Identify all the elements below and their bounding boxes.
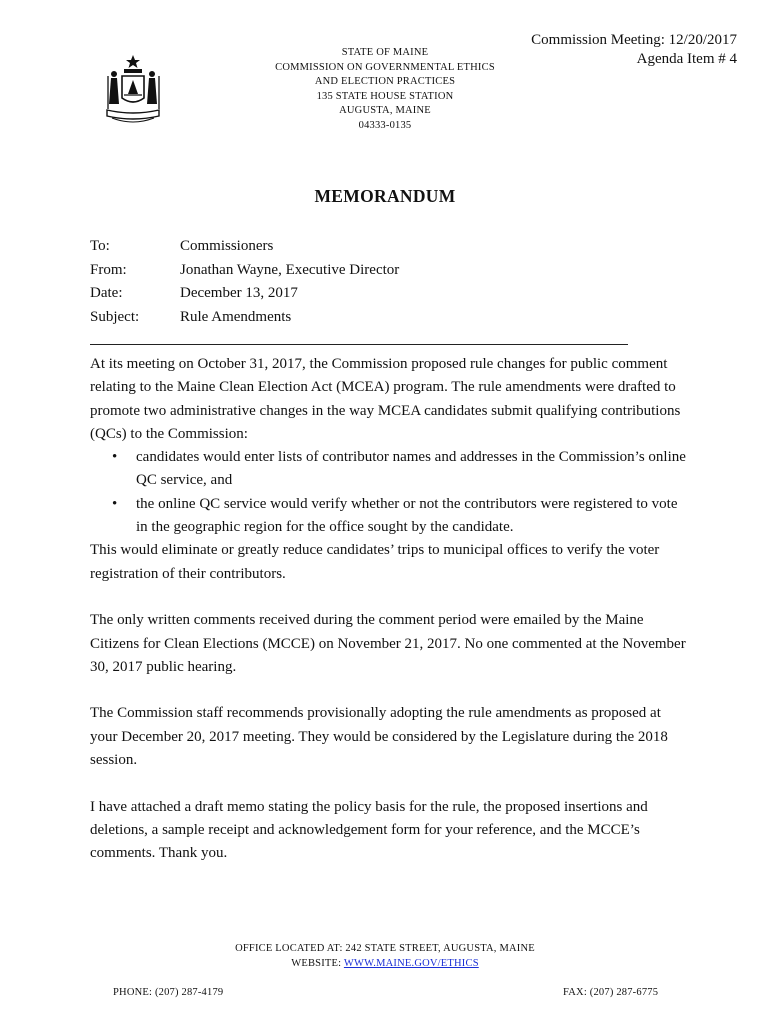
- memo-body: [90, 353, 690, 866]
- website-line: [0, 956, 770, 971]
- website-label: WEBSITE:: [291, 958, 342, 969]
- field-value: December 13, 2017: [180, 285, 298, 301]
- letterhead-address: 135 STATE HOUSE STATION: [316, 90, 454, 102]
- field-to: [90, 238, 399, 262]
- field-label: From:: [90, 261, 127, 278]
- list-item: [90, 493, 690, 540]
- letterhead: [250, 46, 520, 134]
- field-value: Commissioners: [180, 238, 274, 254]
- bullet-icon: •: [112, 495, 118, 512]
- list-item-text: candidates would enter lists of contributor names and addresses in the Commission’s online QC service, and: [136, 449, 686, 489]
- letterhead-zip: 04333-0135: [358, 119, 412, 131]
- field-value: Jonathan Wayne, Executive Director: [180, 261, 400, 278]
- bullet-icon: •: [112, 449, 118, 466]
- state-seal-icon: [104, 54, 162, 126]
- letterhead-commission: COMMISSION ON GOVERNMENTAL ETHICS: [275, 61, 495, 73]
- memo-title: MEMORANDUM: [314, 186, 456, 206]
- footer: [0, 941, 770, 971]
- fax-number: FAX: (207) 287-6775: [563, 987, 659, 998]
- letterhead-city: AUGUSTA, MAINE: [339, 105, 431, 117]
- field-from: [90, 262, 399, 286]
- field-subject: [90, 309, 399, 333]
- paragraph: I have attached a draft memo stating the policy basis for the rule, the proposed insertions and deletions, a sample receipt and acknowledgement form for your reference, and the MCCE’s comments. Thank you.: [90, 798, 648, 862]
- list-item-text: the online QC service would verify whether or not the contributors were registered to vote in the geographic region for the office sought by the candidate.: [136, 495, 678, 536]
- meeting-date: Commission Meeting: 12/20/2017: [531, 32, 737, 48]
- field-value: Rule Amendments: [180, 308, 292, 325]
- field-label: Subject:: [90, 308, 140, 325]
- meeting-info: [531, 31, 737, 69]
- paragraph: This would eliminate or greatly reduce candidates’ trips to municipal offices to verify the voter registration of their contributors.: [90, 542, 660, 582]
- paragraph: At its meeting on October 31, 2017, the Commission proposed rule changes for public comment relating to the Maine Clean Election Act (MCEA) program. The rule amendments were drafted to promote two administrative changes in the way MCEA candidates submit qualifying contributions (QCs) to the Commission:: [90, 356, 681, 442]
- paragraph: The only written comments received during the comment period were emailed by the Maine Citizens for Clean Elections (MCCE) on November 21, 2017. No one commented at the November 30, 2017 public hearing.: [90, 612, 686, 675]
- field-date: [90, 285, 399, 309]
- paragraph: The Commission staff recommends provisionally adopting the rule amendments as proposed at your December 20, 2017 meeting. They would be considered by the Legislature during the 2018 session.: [90, 705, 668, 769]
- field-label: Date:: [90, 285, 123, 301]
- agenda-item: Agenda Item # 4: [636, 51, 737, 67]
- website-link[interactable]: WWW.MAINE.GOV/ETHICS: [343, 958, 479, 969]
- letterhead-commission-cont: AND ELECTION PRACTICES: [314, 76, 456, 88]
- letterhead-state: STATE OF MAINE: [341, 47, 429, 58]
- header-divider: [90, 344, 628, 345]
- office-location: OFFICE LOCATED AT: 242 STATE STREET, AUGUSTA, MAINE: [235, 943, 535, 954]
- memo-header-fields: [90, 238, 399, 332]
- bullet-list: [90, 446, 690, 539]
- list-item: [90, 446, 690, 493]
- phone-number: PHONE: (207) 287-4179: [113, 987, 224, 998]
- field-label: To:: [90, 238, 110, 254]
